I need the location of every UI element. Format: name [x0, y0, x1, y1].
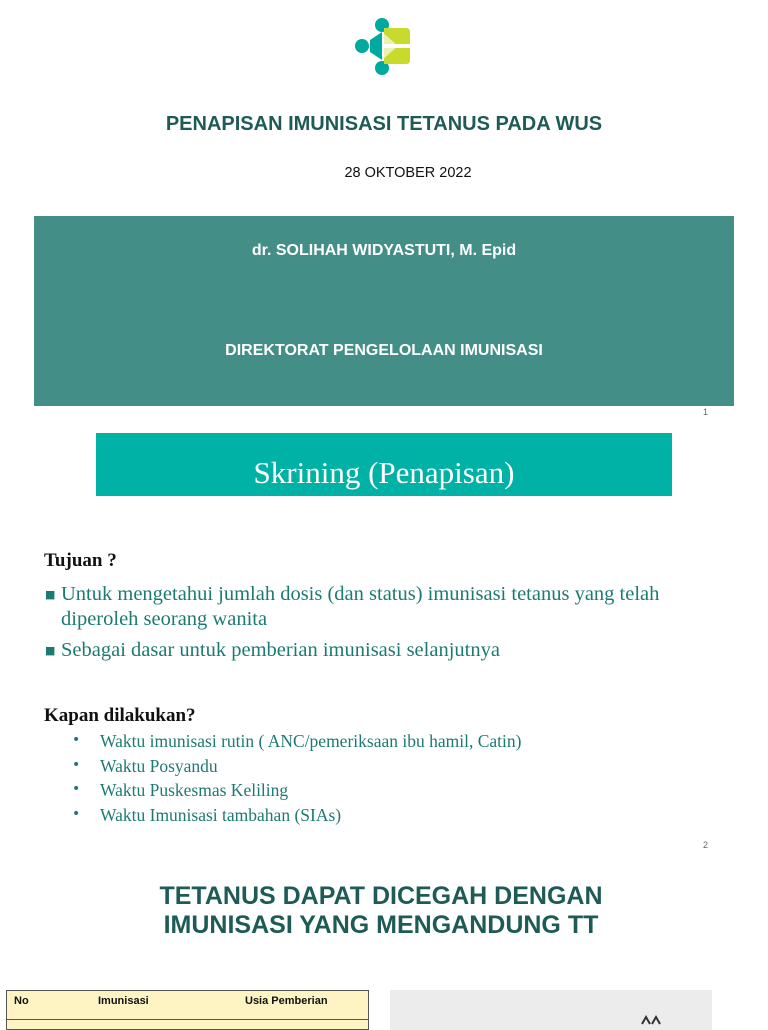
- slide3-title-line: TETANUS DAPAT DICEGAH DENGAN: [159, 882, 603, 910]
- tujuan-bullet: Untuk mengetahui jumlah dosis (dan status) imunisasi tetanus yang telah diperoleh seorang wanita: [61, 583, 660, 630]
- directorate-name: DIREKTORAT PENGELOLAAN IMUNISASI: [225, 342, 543, 359]
- slide3-title-line: IMUNISASI YANG MENGANDUNG TT: [163, 911, 599, 939]
- kapan-item: Waktu imunisasi rutin ( ANC/pemeriksaan ibu hamil, Catin): [100, 731, 522, 751]
- kemenkes-logo: [354, 18, 410, 76]
- table-header-no: No: [14, 995, 29, 1007]
- slide2-title: Skrining (Penapisan): [253, 455, 515, 490]
- kapan-item: Waktu Puskesmas Keliling: [100, 780, 289, 800]
- table-header-usia: Usia Pemberian: [245, 995, 328, 1007]
- tujuan-bullet: Sebagai dasar untuk pemberian imunisasi selanjutnya: [61, 639, 500, 661]
- slide1-date: 28 OKTOBER 2022: [344, 165, 472, 181]
- dot-bullet-icon: •: [72, 806, 81, 822]
- dot-bullet-icon: •: [72, 732, 81, 748]
- kapan-item: Waktu Imunisasi tambahan (SIAs): [100, 805, 342, 825]
- illustration-image: [390, 990, 712, 1030]
- presenter-name: dr. SOLIHAH WIDYASTUTI, M. Epid: [251, 242, 517, 259]
- slide1-title: PENAPISAN IMUNISASI TETANUS PADA WUS: [165, 113, 603, 135]
- kapan-item: Waktu Posyandu: [100, 756, 218, 776]
- table-header-imunisasi: Imunisasi: [98, 995, 149, 1007]
- dot-bullet-icon: •: [72, 781, 81, 797]
- slide3-title: [0, 882, 762, 940]
- square-bullet-icon: ■: [45, 588, 56, 601]
- dot-bullet-icon: •: [72, 757, 81, 773]
- page-number: 1: [703, 407, 709, 417]
- kapan-heading: Kapan dilakukan?: [44, 705, 196, 726]
- square-bullet-icon: ■: [45, 644, 56, 657]
- tujuan-heading: Tujuan ?: [44, 550, 117, 571]
- page-number: 2: [703, 840, 709, 850]
- table-divider: [6, 1019, 369, 1020]
